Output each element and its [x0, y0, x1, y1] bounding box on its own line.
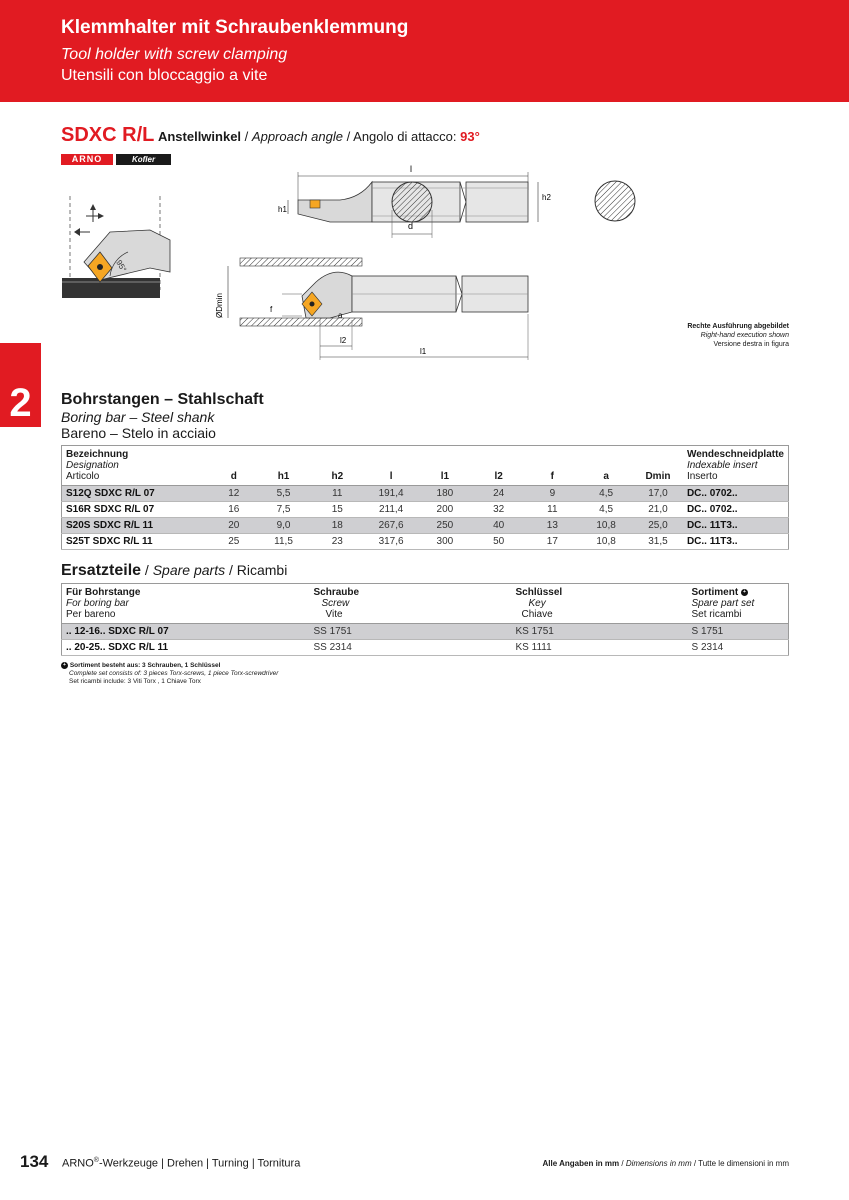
svg-text:l1: l1	[420, 347, 427, 356]
section-tab: 2	[0, 343, 41, 427]
footer-units: Alle Angaben in mm / Dimensions in mm / Tutte le dimensioni in mm	[542, 1159, 789, 1168]
table-row: .. 20-25.. SDXC R/L 11 SS 2314 KS 1111 S 2314	[62, 640, 789, 656]
set-mark-icon: +	[741, 589, 748, 596]
page-header	[0, 0, 849, 102]
boring-bar-heading: Bohrstangen – Stahlschaft Boring bar – Steel shank Bareno – Stelo in acciaio	[61, 391, 264, 441]
col-a: a	[603, 471, 609, 482]
spare-parts-table	[61, 583, 789, 656]
angle-label: 95°	[114, 258, 129, 274]
footnote-mark-icon: +	[61, 662, 68, 669]
svg-text:h2: h2	[542, 193, 551, 202]
table-row: S16R SDXC R/L 07 16 7,5 15 211,4 200 32 11 4,5 21,0 DC.. 0702..	[62, 502, 789, 518]
col-f: f	[550, 471, 555, 482]
svg-text:l2: l2	[340, 336, 347, 345]
bar-cross-section	[595, 181, 635, 221]
footer-breadcrumb: ARNO®-Werkzeuge | Drehen | Turning | Tornitura	[62, 1157, 301, 1170]
table-row: .. 12-16.. SDXC R/L 07 SS 1751 KS 1751 S 1751	[62, 624, 789, 640]
title-en: Tool holder with screw clamping	[61, 46, 288, 63]
title-de: Klemmhalter mit Schraubenklemmung	[61, 17, 409, 38]
table-row: S12Q SDXC R/L 07 12 5,5 11 191,4 180 24 9 4,5 17,0 DC.. 0702..	[62, 486, 789, 502]
approach-angle-en: Approach angle	[251, 129, 343, 144]
col-set: Sortiment + Spare part set Set ricambi	[691, 587, 755, 620]
approach-angle-value: 93°	[460, 129, 480, 144]
detail-view	[62, 196, 170, 298]
col-h1: h1	[277, 471, 290, 482]
col-l2: l2	[494, 471, 503, 482]
svg-text:d: d	[408, 221, 414, 231]
col-l1: l1	[440, 471, 450, 482]
col-dmin: Dmin	[645, 471, 671, 482]
bar-top-view	[278, 164, 551, 238]
kofler-logo: Kofler	[116, 154, 171, 165]
boring-bar-table	[61, 445, 789, 550]
col-h2: h2	[331, 471, 344, 482]
arno-logo: ARNO	[61, 154, 113, 165]
spare-set-footnote: + Sortiment besteht aus: 3 Schrauben, 1 Schlüssel Complete set consists of: 3 pieces Torx-screws, 1 piece Torx-screwdriver Set ricambi include: 3 Viti Torx , 1 Chiave Torx	[61, 662, 278, 686]
svg-text:h1: h1	[278, 205, 287, 214]
table-row: S20S SDXC R/L 11 20 9,0 18 267,6 250 40 13 10,8 25,0 DC.. 11T3..	[62, 518, 789, 534]
col-l: l	[389, 471, 393, 482]
title-it: Utensili con bloccaggio a vite	[61, 67, 268, 84]
page-footer	[20, 1152, 789, 1174]
svg-text:a: a	[338, 311, 343, 320]
approach-angle-de: Anstellwinkel	[157, 129, 242, 144]
table-row: S25T SDXC R/L 11 25 11,5 23 317,6 300 50 17 10,8 31,5 DC.. 11T3..	[62, 534, 789, 550]
col-for-bar: Für Bohrstange For boring bar Per bareno	[66, 587, 141, 620]
col-insert: Wendeschneidplatte Indexable insert Inserto	[686, 449, 784, 482]
bar-bore-view	[215, 258, 528, 360]
right-hand-note: Rechte Ausführung abgebildet Right-hand execution shown Versione destra in figura	[687, 323, 789, 348]
col-screw: Schraube Screw Vite	[313, 587, 360, 620]
svg-text:l: l	[410, 164, 412, 174]
svg-text:ØDmin: ØDmin	[215, 293, 224, 318]
col-key: Schlüssel Key Chiave	[515, 587, 563, 620]
approach-angle-it: Angolo di attacco:	[353, 129, 457, 144]
col-d: d	[230, 471, 237, 482]
model-code: SDXC R/L	[61, 124, 155, 146]
spare-parts-heading: Ersatzteile / Spare parts / Ricambi	[61, 562, 288, 579]
col-designation: Bezeichnung Designation Articolo	[66, 449, 129, 482]
page-number: 134	[20, 1152, 49, 1171]
svg-text:f: f	[270, 305, 273, 314]
model-heading: SDXC R/L Anstellwinkel / Approach angle / Angolo di attacco: 93°	[61, 124, 480, 146]
